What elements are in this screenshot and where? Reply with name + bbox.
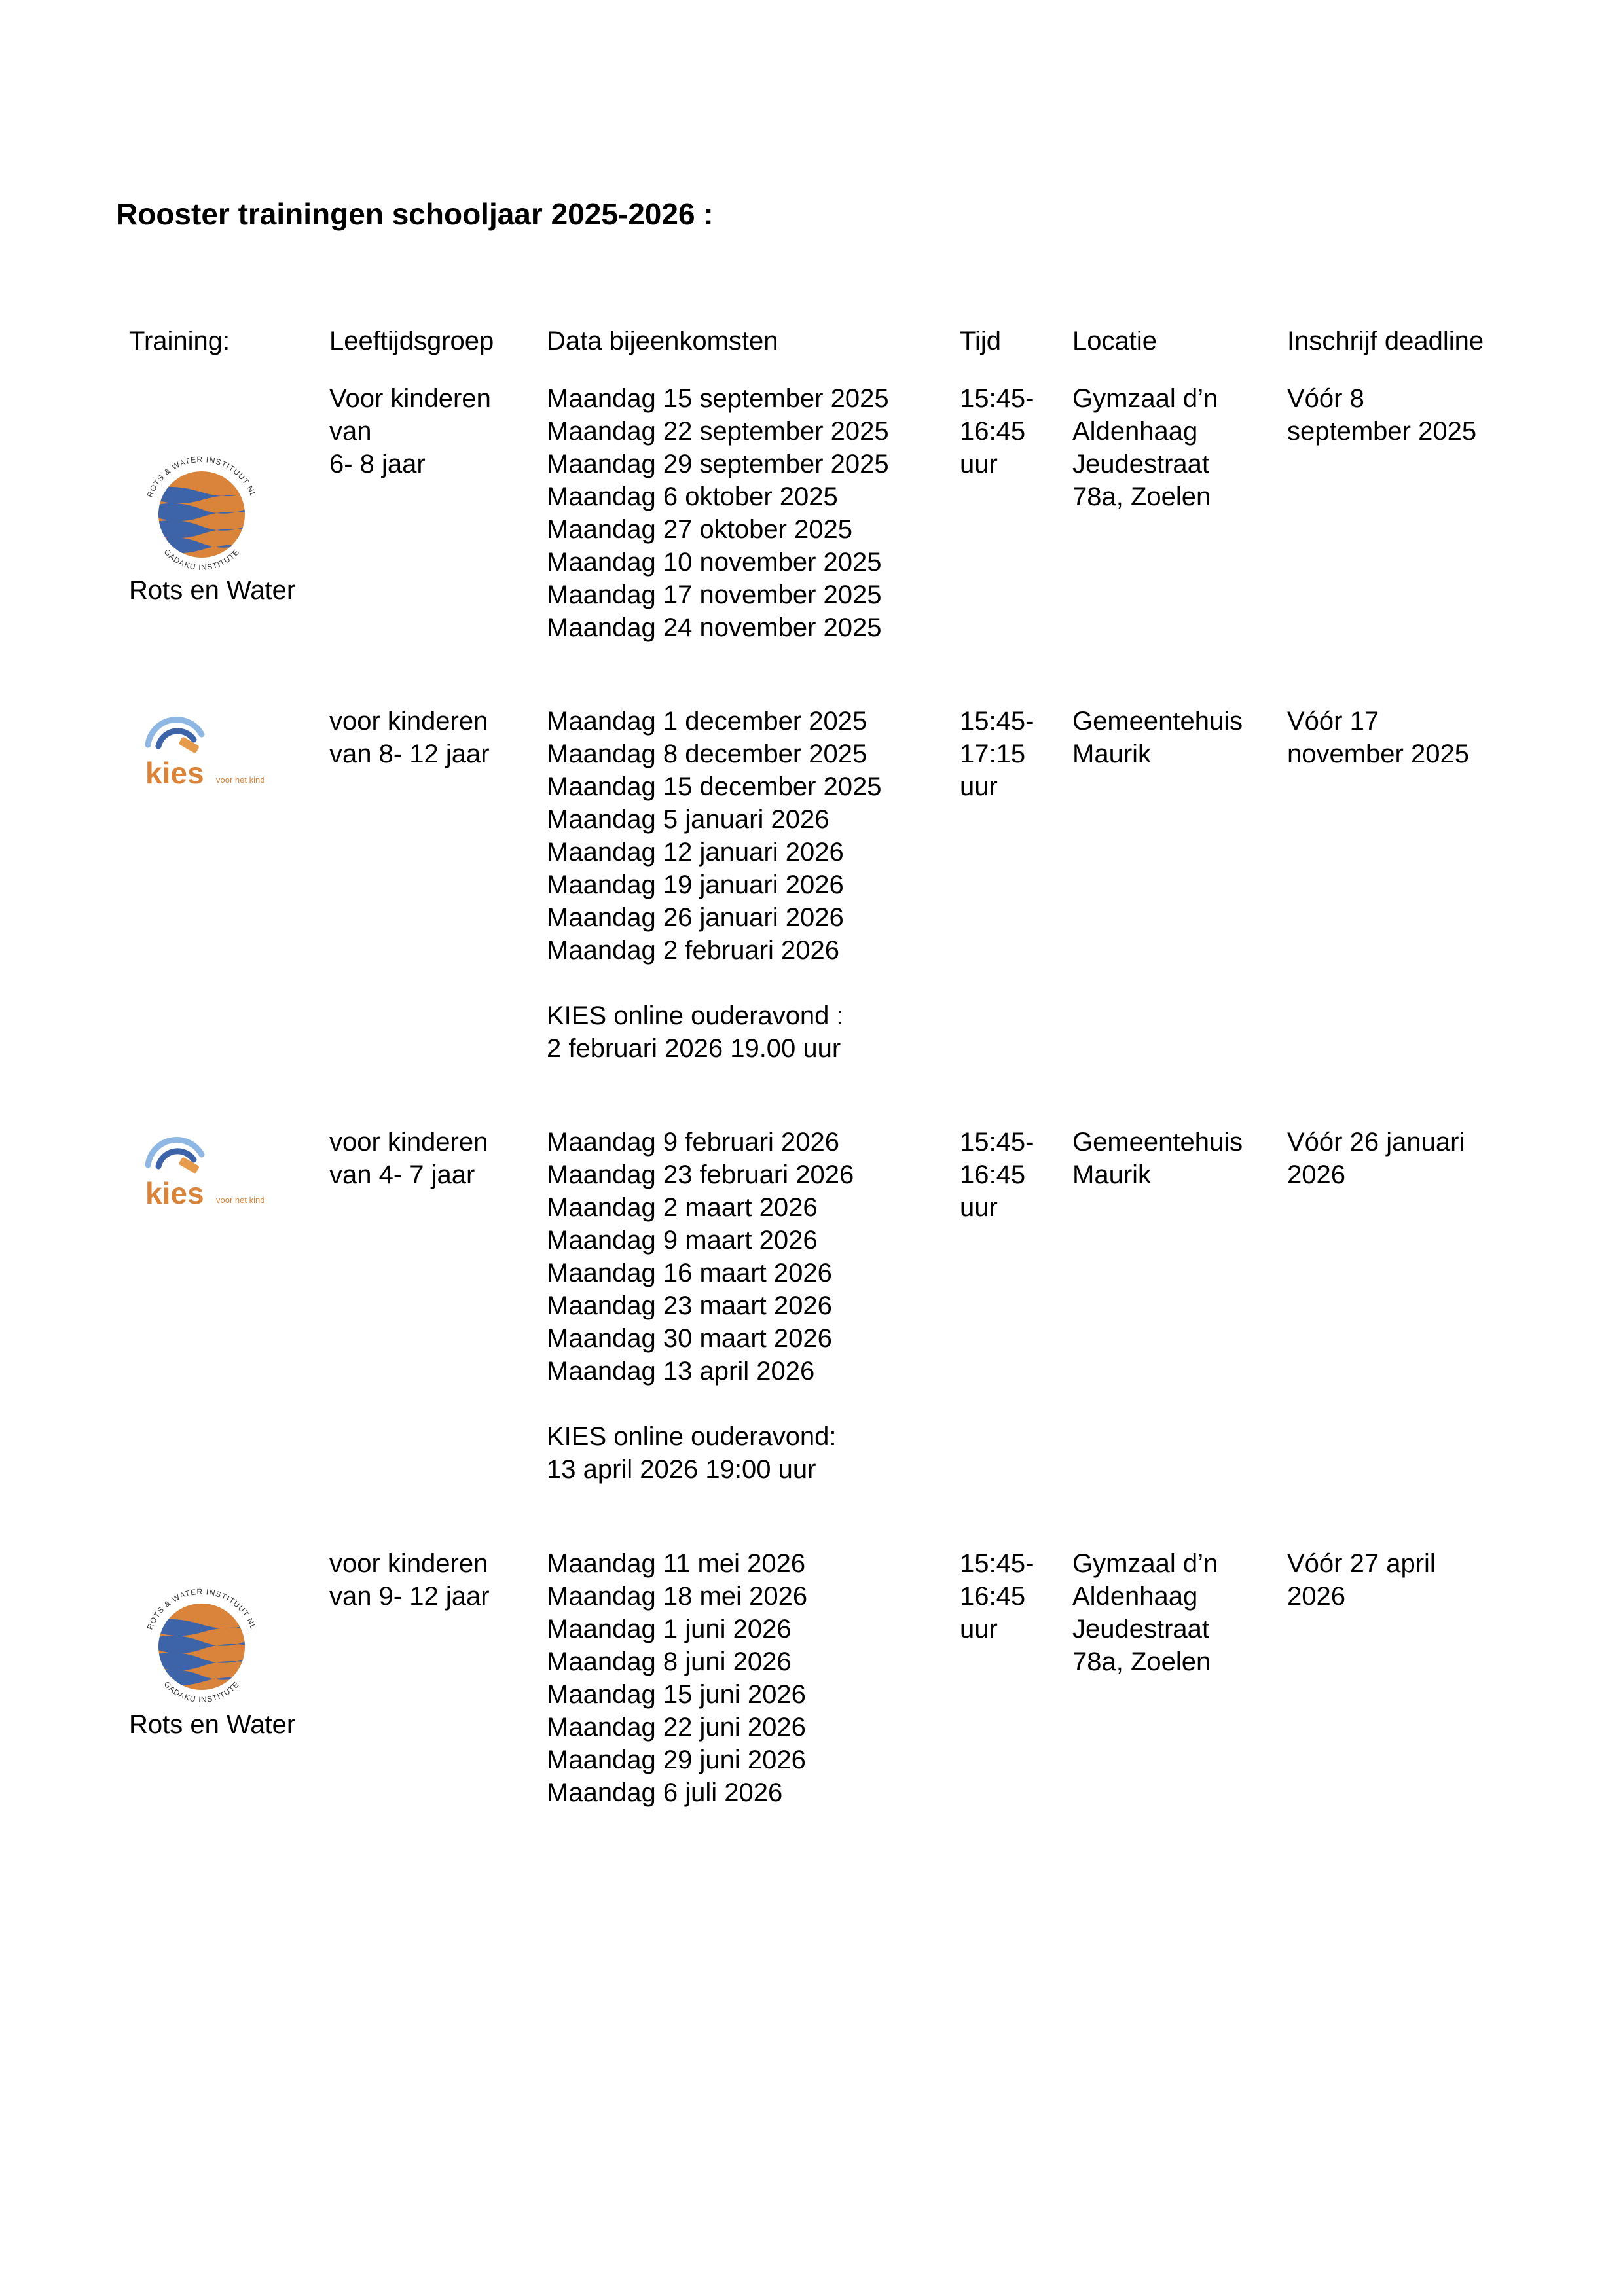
text-line: 6- 8 jaar: [329, 450, 426, 478]
time-cell: [960, 705, 1034, 803]
parent-evening-date: 2 februari 2026 19.00 uur: [547, 1034, 841, 1063]
text-line: uur: [960, 1193, 998, 1222]
date-line: Maandag 12 januari 2026: [547, 838, 844, 867]
date-line: Maandag 26 januari 2026: [547, 903, 844, 932]
date-line: Maandag 15 juni 2026: [547, 1680, 806, 1709]
training-caption: Rots en Water: [129, 1710, 296, 1739]
deadline-cell: [1287, 382, 1476, 448]
text-line: 78a, Zoelen: [1072, 1647, 1211, 1676]
age-group-cell: [329, 705, 490, 770]
location-cell: [1072, 382, 1218, 513]
date-line: Maandag 27 oktober 2025: [547, 515, 853, 544]
text-line: Maurik: [1072, 740, 1152, 768]
text-line: Gemeentehuis: [1072, 707, 1243, 736]
text-line: Vóór 17: [1287, 707, 1379, 736]
deadline-cell: [1287, 1126, 1465, 1191]
age-group-cell: [329, 1547, 490, 1613]
text-line: 15:45-: [960, 1549, 1034, 1578]
date-line: Maandag 1 december 2025: [547, 707, 867, 736]
header-time: Tijd: [960, 327, 1001, 355]
kies-word: kies: [145, 756, 204, 790]
kies-logo: [139, 707, 283, 792]
date-line: Maandag 1 juni 2026: [547, 1615, 792, 1643]
dates-cell: [547, 1547, 807, 1809]
text-line: uur: [960, 450, 998, 478]
text-line: 15:45-: [960, 707, 1034, 736]
text-line: uur: [960, 772, 998, 801]
date-line: Maandag 8 juni 2026: [547, 1647, 792, 1676]
text-line: Voor kinderen: [329, 384, 491, 413]
date-line: Maandag 24 november 2025: [547, 613, 882, 642]
text-line: Gymzaal d’n: [1072, 1549, 1218, 1578]
rots-ring-top-text: ROTS & WATER INSTITUUT NL: [145, 454, 259, 499]
rots-en-water-logo: [136, 449, 267, 580]
text-line: 16:45: [960, 1582, 1026, 1611]
date-line: Maandag 9 februari 2026: [547, 1128, 839, 1157]
date-line: Maandag 16 maart 2026: [547, 1259, 832, 1287]
kies-tagline: voor het kind: [216, 775, 265, 785]
date-line: Maandag 17 november 2025: [547, 581, 882, 609]
date-line: Maandag 18 mei 2026: [547, 1582, 808, 1611]
location-cell: [1072, 1547, 1218, 1678]
text-line: 16:45: [960, 1160, 1026, 1189]
date-line: Maandag 23 februari 2026: [547, 1160, 854, 1189]
age-group-cell: [329, 1126, 488, 1191]
date-line: Maandag 2 februari 2026: [547, 936, 839, 965]
text-line: van 8- 12 jaar: [329, 740, 490, 768]
header-dates: Data bijeenkomsten: [547, 327, 778, 355]
time-cell: [960, 382, 1034, 480]
date-line: Maandag 11 mei 2026: [547, 1549, 806, 1578]
location-cell: [1072, 705, 1243, 770]
date-line: Maandag 10 november 2025: [547, 548, 882, 577]
header-location: Locatie: [1072, 327, 1157, 355]
date-line: Maandag 30 maart 2026: [547, 1324, 832, 1353]
text-line: Jeudestraat: [1072, 1615, 1210, 1643]
parent-evening-note: KIES online ouderavond :: [547, 1001, 844, 1030]
text-line: Vóór 27 april: [1287, 1549, 1436, 1578]
kies-word: kies: [145, 1176, 204, 1210]
text-line: Vóór 8: [1287, 384, 1364, 413]
date-line: Maandag 29 juni 2026: [547, 1746, 806, 1774]
deadline-cell: [1287, 1547, 1436, 1613]
rots-en-water-logo: [136, 1581, 267, 1712]
deadline-cell: [1287, 705, 1469, 770]
text-line: Aldenhaag: [1072, 1582, 1198, 1611]
text-line: 15:45-: [960, 384, 1034, 413]
text-line: 15:45-: [960, 1128, 1034, 1157]
dates-cell: [547, 705, 881, 1065]
kies-tagline: voor het kind: [216, 1195, 265, 1205]
time-cell: [960, 1547, 1034, 1645]
rots-ring-bottom-text: GADAKU INSTITUTE: [162, 1679, 242, 1705]
dates-cell: [547, 382, 889, 644]
text-line: Aldenhaag: [1072, 417, 1198, 446]
date-line: Maandag 6 juli 2026: [547, 1778, 783, 1807]
date-line: Maandag 13 april 2026: [547, 1357, 815, 1386]
text-line: september 2025: [1287, 417, 1477, 446]
text-line: voor kinderen: [329, 1128, 488, 1157]
text-line: van 4- 7 jaar: [329, 1160, 475, 1189]
date-line: Maandag 15 december 2025: [547, 772, 882, 801]
date-line: Maandag 19 januari 2026: [547, 870, 844, 899]
date-line: Maandag 6 oktober 2025: [547, 482, 838, 511]
header-training: Training:: [129, 327, 230, 355]
text-line: Gemeentehuis: [1072, 1128, 1243, 1157]
header-deadline: Inschrijf deadline: [1287, 327, 1484, 355]
date-line: Maandag 15 september 2025: [547, 384, 889, 413]
kies-logo: [139, 1127, 283, 1212]
text-line: van: [329, 417, 372, 446]
text-line: van 9- 12 jaar: [329, 1582, 490, 1611]
age-group-cell: [329, 382, 491, 480]
date-line: Maandag 9 maart 2026: [547, 1226, 818, 1255]
rots-ring-bottom-text: GADAKU INSTITUTE: [162, 547, 242, 573]
date-line: Maandag 2 maart 2026: [547, 1193, 818, 1222]
page-title: Rooster trainingen schooljaar 2025-2026 :: [116, 197, 714, 231]
parent-evening-date: 13 april 2026 19:00 uur: [547, 1455, 816, 1484]
text-line: uur: [960, 1615, 998, 1643]
time-cell: [960, 1126, 1034, 1224]
text-line: Maurik: [1072, 1160, 1152, 1189]
text-line: 2026: [1287, 1582, 1345, 1611]
training-caption: Rots en Water: [129, 576, 296, 605]
text-line: 78a, Zoelen: [1072, 482, 1211, 511]
text-line: 16:45: [960, 417, 1026, 446]
text-line: voor kinderen: [329, 1549, 488, 1578]
date-line: Maandag 8 december 2025: [547, 740, 867, 768]
text-line: Gymzaal d’n: [1072, 384, 1218, 413]
rots-ring-top-text: ROTS & WATER INSTITUUT NL: [145, 1587, 259, 1631]
date-line: Maandag 23 maart 2026: [547, 1291, 832, 1320]
text-line: voor kinderen: [329, 707, 488, 736]
text-line: Vóór 26 januari: [1287, 1128, 1465, 1157]
date-line: Maandag 29 september 2025: [547, 450, 889, 478]
date-line: Maandag 22 juni 2026: [547, 1713, 806, 1742]
text-line: november 2025: [1287, 740, 1469, 768]
date-line: Maandag 22 september 2025: [547, 417, 889, 446]
date-line: Maandag 5 januari 2026: [547, 805, 830, 834]
location-cell: [1072, 1126, 1243, 1191]
dates-cell: [547, 1126, 854, 1486]
parent-evening-note: KIES online ouderavond:: [547, 1422, 837, 1451]
header-group: Leeftijdsgroep: [329, 327, 494, 355]
text-line: Jeudestraat: [1072, 450, 1210, 478]
text-line: 2026: [1287, 1160, 1345, 1189]
text-line: 17:15: [960, 740, 1026, 768]
